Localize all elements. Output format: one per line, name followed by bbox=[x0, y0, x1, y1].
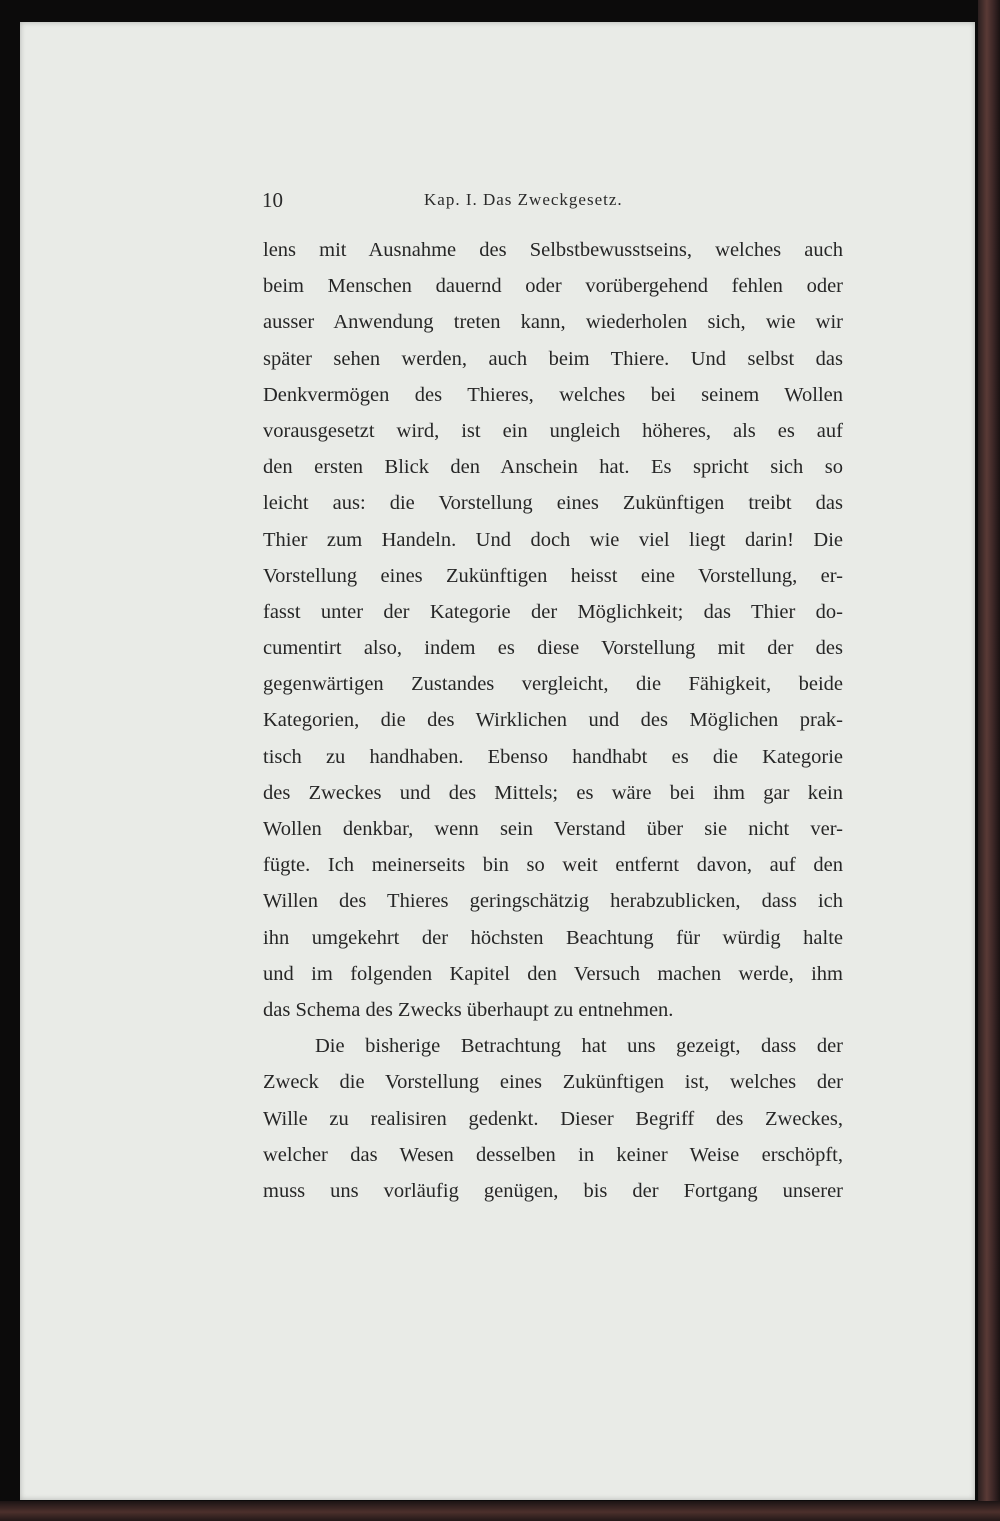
text-line: cumentirt also, indem es diese Vorstellung mit der des bbox=[263, 637, 843, 660]
text-line: fasst unter der Kategorie der Möglichkeit; das Thier do- bbox=[263, 600, 843, 623]
text-line: muss uns vorläufig genügen, bis der Fortgang unserer bbox=[263, 1179, 843, 1202]
text-line: Kategorien, die des Wirklichen und des Möglichen prak- bbox=[263, 709, 843, 732]
text-line: welcher das Wesen desselben in keiner Weise erschöpft, bbox=[263, 1143, 843, 1166]
text-line: und im folgenden Kapitel den Versuch machen werde, ihm bbox=[263, 962, 843, 985]
text-line: Wollen denkbar, wenn sein Verstand über sie nicht ver- bbox=[263, 818, 843, 840]
paragraph-start-line: Die bisherige Betrachtung hat uns gezeigt, dass der bbox=[315, 1035, 843, 1058]
page-number: 10 bbox=[262, 188, 283, 212]
running-head bbox=[262, 188, 862, 218]
text-line: lens mit Ausnahme des Selbstbewusstseins, welches auch bbox=[263, 239, 843, 261]
book-edge-right bbox=[978, 0, 1000, 1521]
body-text bbox=[263, 232, 843, 1209]
book-page bbox=[20, 22, 975, 1500]
text-line: Vorstellung eines Zukünftigen heisst eine Vorstellung, er- bbox=[263, 564, 843, 587]
book-edge-bottom bbox=[0, 1501, 1000, 1521]
text-line: gegenwärtigen Zustandes vergleicht, die Fähigkeit, beide bbox=[263, 673, 843, 696]
paragraph-end-line: das Schema des Zwecks überhaupt zu entnehmen. bbox=[263, 998, 674, 1021]
text-line: tisch zu handhaben. Ebenso handhabt es die Kategorie bbox=[263, 745, 843, 768]
text-line: ihn umgekehrt der höchsten Beachtung für würdig halte bbox=[263, 926, 843, 949]
text-line: Thier zum Handeln. Und doch wie viel liegt darin! Die bbox=[263, 528, 843, 551]
text-line: Willen des Thieres geringschätzig herabzublicken, dass ich bbox=[263, 890, 843, 913]
text-line: Wille zu realisiren gedenkt. Dieser Begriff des Zweckes, bbox=[263, 1107, 843, 1130]
text-line: später sehen werden, auch beim Thiere. Und selbst das bbox=[263, 347, 843, 370]
text-line: vorausgesetzt wird, ist ein ungleich höheres, als es auf bbox=[263, 419, 843, 442]
text-line: fügte. Ich meinerseits bin so weit entfernt davon, auf den bbox=[263, 854, 843, 877]
text-line: beim Menschen dauernd oder vorübergehend fehlen oder bbox=[263, 275, 843, 298]
running-title: Kap. I. Das Zweckgesetz. bbox=[424, 190, 623, 209]
text-line: ausser Anwendung treten kann, wiederholen sich, wie wir bbox=[263, 311, 843, 334]
text-line: leicht aus: die Vorstellung eines Zukünftigen treibt das bbox=[263, 492, 843, 515]
text-line: Zweck die Vorstellung eines Zukünftigen ist, welches der bbox=[263, 1071, 843, 1094]
text-line: des Zweckes und des Mittels; es wäre bei ihm gar kein bbox=[263, 781, 843, 804]
text-line: Denkvermögen des Thieres, welches bei seinem Wollen bbox=[263, 383, 843, 406]
text-line: den ersten Blick den Anschein hat. Es spricht sich so bbox=[263, 456, 843, 479]
